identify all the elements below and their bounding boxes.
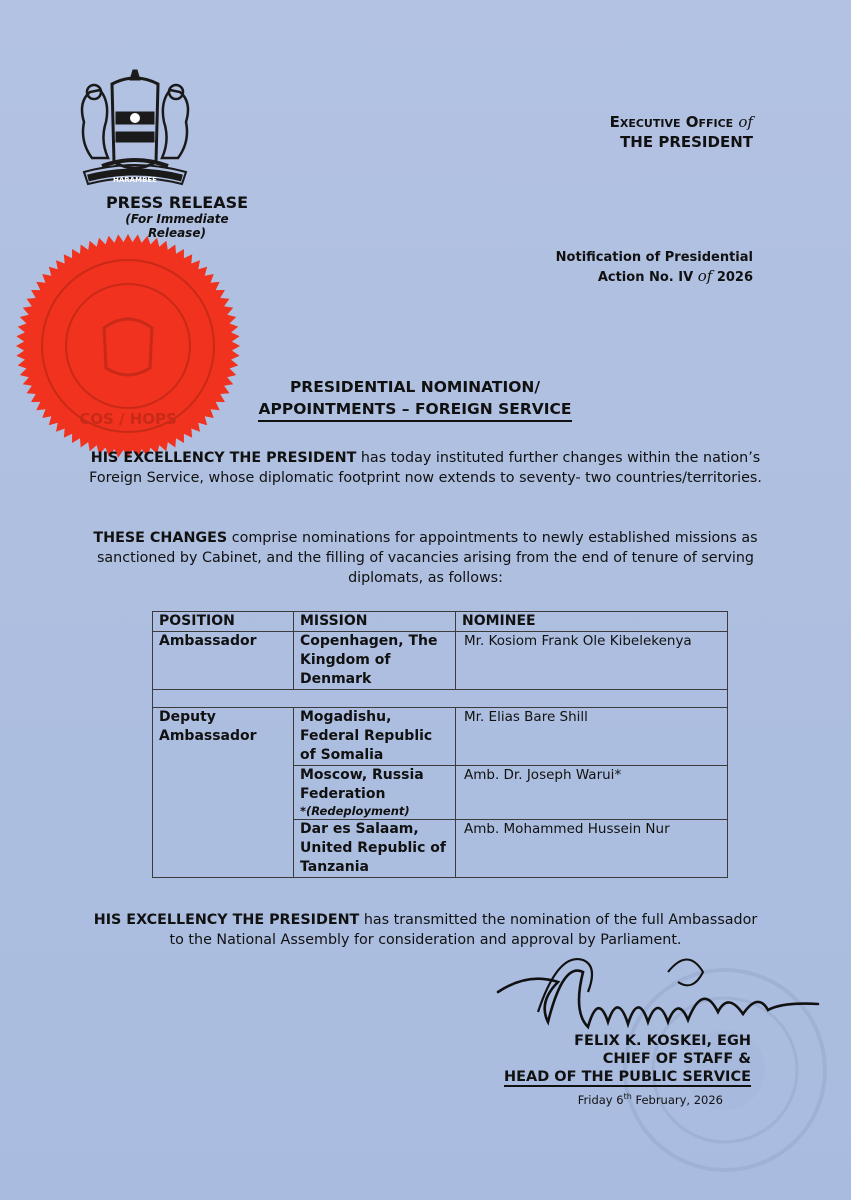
title-line2: APPOINTMENTS – FOREIGN SERVICE (258, 400, 571, 422)
notification-line1: Notification of Presidential (555, 250, 753, 265)
seal-ring-text: COS / HOPS (79, 410, 177, 428)
cell-mission: Copenhagen, The Kingdom of Denmark (294, 632, 456, 690)
press-release-title: PRESS RELEASE (105, 193, 249, 212)
cell-nominee: Amb. Dr. Joseph Warui* (456, 766, 728, 820)
office-line1: Executive Office (609, 113, 734, 131)
press-release-subtitle: (For Immediate Release) (125, 212, 229, 240)
notification-of: of (697, 267, 713, 285)
coat-of-arms-emblem (70, 62, 200, 194)
appointments-table (152, 611, 728, 878)
table-spacer-row (153, 690, 728, 708)
table-row (153, 708, 728, 766)
notification-year: 2026 (716, 270, 753, 285)
para3-bold: HIS EXCELLENCY THE PRESIDENT (93, 912, 360, 928)
signatory-title1: CHIEF OF STAFF & (602, 1051, 751, 1067)
spacer-cell (153, 690, 728, 708)
cell-mission: Mogadishu, Federal Republic of Somalia (294, 708, 456, 766)
date-suffix: th (623, 1092, 632, 1101)
emblem-motto: HARAMBEE (113, 176, 157, 184)
cell-mission (294, 766, 456, 820)
cell-mission: Dar es Salaam, United Republic of Tanzania (294, 820, 456, 878)
date-rest: February, 2026 (631, 1092, 723, 1107)
paragraph-intro (88, 448, 763, 488)
cell-nominee: Amb. Mohammed Hussein Nur (456, 820, 728, 878)
cell-nominee: Mr. Elias Bare Shill (456, 708, 728, 766)
para2-text: comprise nominations for appointments to newly established missions as sanctioned by Cabinet, and the filling of vacancies arising from the end of tenure of serving diplomats, as follows: (96, 530, 758, 586)
table-row (153, 632, 728, 690)
red-seal (14, 232, 242, 460)
cell-position: Ambassador (153, 632, 294, 690)
cell-nominee: Mr. Kosiom Frank Ole Kibelekenya (456, 632, 728, 690)
header-position: POSITION (153, 612, 294, 632)
signatory-title2: HEAD OF THE PUBLIC SERVICE (503, 1069, 751, 1085)
press-release-heading (102, 193, 252, 240)
para1-bold: HIS EXCELLENCY THE PRESIDENT (90, 450, 357, 466)
paragraph-changes (88, 528, 763, 588)
signature (488, 952, 828, 1042)
title-line1: PRESIDENTIAL NOMINATION/ (289, 378, 541, 396)
notification-reference (556, 248, 753, 287)
notification-action: Action No. IV (597, 270, 694, 285)
office-line2: THE PRESIDENT (620, 133, 753, 151)
office-of: of (738, 113, 753, 131)
header-mission: MISSION (294, 612, 456, 632)
mission-name: Moscow, Russia Federation (300, 767, 424, 802)
para3-text: has transmitted the nomination of the full Ambassador to the National Assembly for consideration and approval by Parliament. (169, 912, 758, 948)
header-nominee: NOMINEE (456, 612, 728, 632)
date-day: Friday 6 (577, 1092, 624, 1107)
executive-office-heading (610, 112, 753, 152)
signatory-name: FELIX K. KOSKEI, EGH (574, 1033, 751, 1049)
mission-note: *(Redeployment) (300, 804, 410, 818)
document-title (230, 376, 600, 420)
signature-date (578, 1092, 723, 1107)
para2-bold: THESE CHANGES (93, 530, 228, 546)
table-header-row (153, 612, 728, 632)
paragraph-transmission (88, 910, 763, 950)
cell-position: Deputy Ambassador (153, 708, 294, 878)
signatory-block (504, 1032, 751, 1086)
para1-text: has today instituted further changes within the nation’s Foreign Service, whose diplomatic footprint now extends to seventy- two countries/territories. (89, 450, 762, 486)
